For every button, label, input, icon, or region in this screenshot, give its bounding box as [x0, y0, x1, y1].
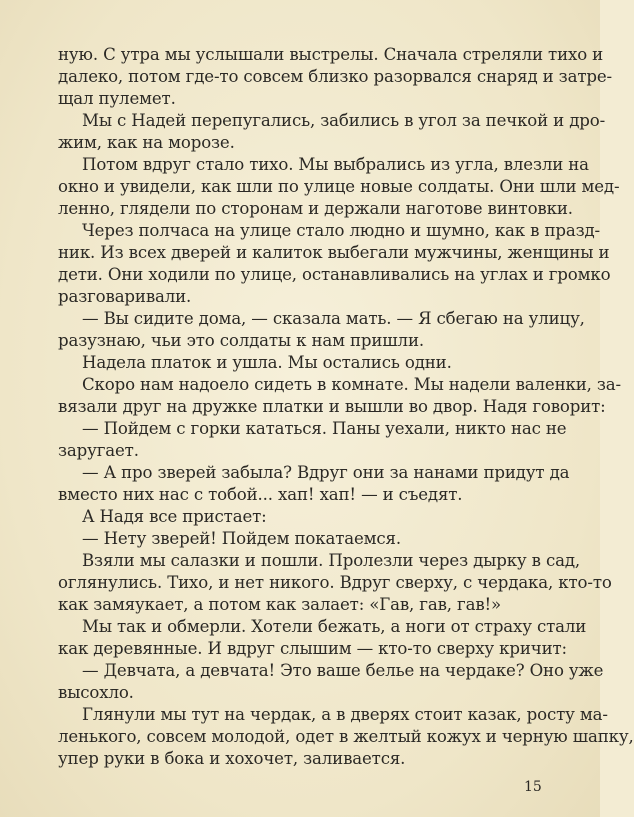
text-line: — Пойдем с горки кататься. Паны уехали, никто нас не [82, 419, 567, 438]
text-line: разузнаю, чьи это солдаты к нам пришли. [58, 331, 424, 350]
text-line: жим, как на морозе. [58, 133, 235, 152]
text-line: далеко, потом где-то совсем близко разорвался снаряд и затре- [58, 67, 612, 86]
text-line: окно и увидели, как шли по улице новые солдаты. Они шли мед- [58, 177, 620, 196]
text-line: упер руки в бока и хохочет, заливается. [58, 749, 406, 768]
text-line: — Девчата, а девчата! Это ваше белье на чердаке? Оно уже [82, 661, 604, 680]
text-line: разговаривали. [58, 287, 192, 306]
text-line: — А про зверей забыла? Вдруг они за нанами придут да [82, 463, 570, 482]
text-line: вязали друг на дружке платки и вышли во двор. Надя говорит: [58, 397, 606, 416]
text-line: ную. С утра мы услышали выстрелы. Сначала стреляли тихо и [58, 45, 604, 64]
text-line: ленького, совсем молодой, одет в желтый кожух и черную шапку, [58, 727, 634, 746]
text-line: Мы так и обмерли. Хотели бежать, а ноги от страху стали [82, 617, 587, 636]
body-text [58, 44, 634, 770]
text-line: как замяукает, а потом как залает: «Гав, гав, гав!» [58, 595, 502, 614]
text-line: ник. Из всех дверей и калиток выбегали мужчины, женщины и [58, 243, 610, 262]
text-line: вместо них нас с тобой... хап! хап! — и съедят. [58, 485, 463, 504]
text-line: заругает. [58, 441, 139, 460]
text-line: Мы с Надей перепугались, забились в угол за печкой и дро- [82, 111, 606, 130]
text-line: Глянули мы тут на чердак, а в дверях стоит казак, росту ма- [82, 705, 608, 724]
text-line: высохло. [58, 683, 134, 702]
text-line: Потом вдруг стало тихо. Мы выбрались из угла, влезли на [82, 155, 589, 174]
text-line: А Надя все пристает: [82, 507, 267, 526]
text-line: дети. Они ходили по улице, останавливались на углах и громко [58, 265, 611, 284]
text-line: — Нету зверей! Пойдем покатаемся. [82, 529, 401, 548]
text-line: щал пулемет. [58, 89, 176, 108]
text-line: ленно, глядели по сторонам и держали наготове винтовки. [58, 199, 573, 218]
text-line: как деревянные. И вдруг слышим — кто-то сверху кричит: [58, 639, 567, 658]
text-line: Взяли мы салазки и пошли. Пролезли через дырку в сад, [82, 551, 581, 570]
text-line: — Вы сидите дома, — сказала мать. — Я сбегаю на улицу, [82, 309, 585, 328]
page-number: 15 [524, 779, 542, 795]
text-line: Через полчаса на улице стало людно и шумно, как в празд- [82, 221, 600, 240]
text-line: оглянулись. Тихо, и нет никого. Вдруг сверху, с чердака, кто-то [58, 573, 612, 592]
text-line: Скоро нам надоело сидеть в комнате. Мы надели валенки, за- [82, 375, 621, 394]
text-line: Надела платок и ушла. Мы остались одни. [82, 353, 452, 372]
